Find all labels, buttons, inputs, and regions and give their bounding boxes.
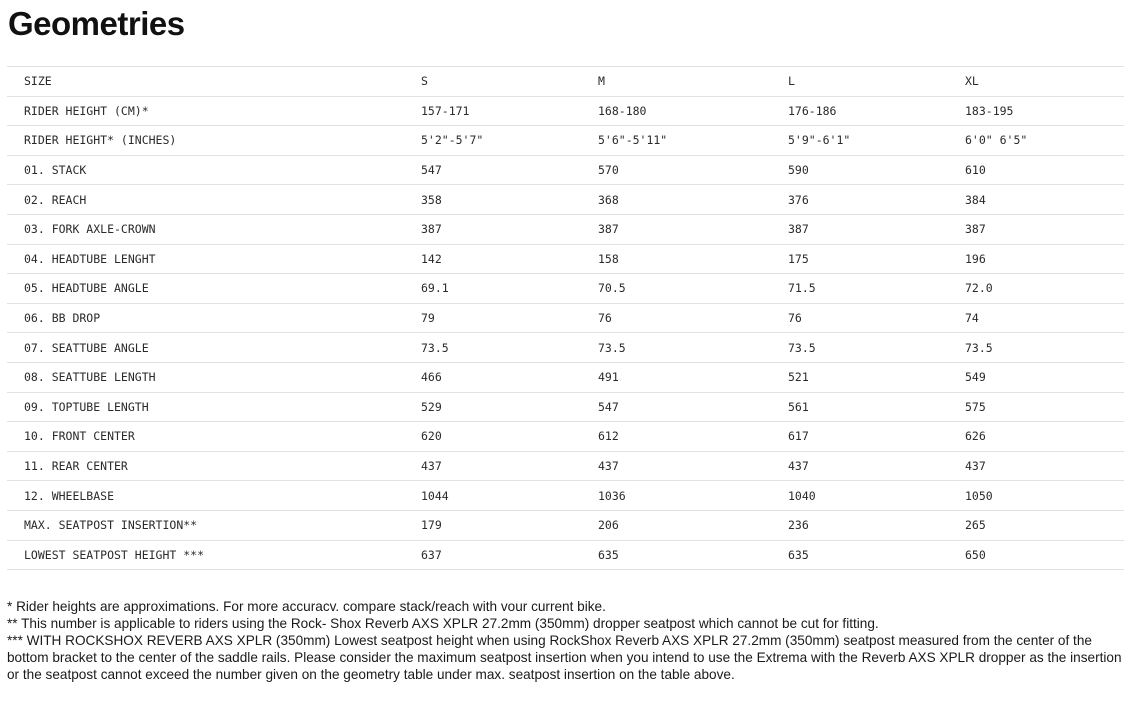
cell-l: 561 <box>788 392 965 422</box>
table-row <box>7 185 1124 215</box>
cell-s: 179 <box>421 510 598 540</box>
table-row <box>7 510 1124 540</box>
row-label: 11. REAR CENTER <box>7 451 421 481</box>
cell-l: 1040 <box>788 481 965 511</box>
cell-xl: 74 <box>965 303 1124 333</box>
row-label: 12. WHEELBASE <box>7 481 421 511</box>
page-title: Geometries <box>8 5 185 42</box>
cell-m: 158 <box>598 244 788 274</box>
header-size-m: M <box>598 67 788 97</box>
table-row <box>7 303 1124 333</box>
cell-m: 612 <box>598 422 788 452</box>
table-row <box>7 422 1124 452</box>
row-label: 04. HEADTUBE LENGHT <box>7 244 421 274</box>
cell-l: 635 <box>788 540 965 570</box>
cell-m: 570 <box>598 155 788 185</box>
table-row <box>7 155 1124 185</box>
cell-l: 176-186 <box>788 96 965 126</box>
cell-l: 71.5 <box>788 274 965 304</box>
row-label: 07. SEATTUBE ANGLE <box>7 333 421 363</box>
cell-s: 387 <box>421 214 598 244</box>
cell-s: 637 <box>421 540 598 570</box>
cell-l: 376 <box>788 185 965 215</box>
cell-m: 168-180 <box>598 96 788 126</box>
cell-s: 142 <box>421 244 598 274</box>
cell-xl: 387 <box>965 214 1124 244</box>
table-header-row <box>7 67 1124 97</box>
cell-s: 157-171 <box>421 96 598 126</box>
cell-m: 76 <box>598 303 788 333</box>
cell-l: 175 <box>788 244 965 274</box>
cell-xl: 575 <box>965 392 1124 422</box>
row-label: RIDER HEIGHT (CM)* <box>7 96 421 126</box>
row-label: MAX. SEATPOST INSERTION** <box>7 510 421 540</box>
geometry-table <box>7 66 1124 570</box>
footnote-dropper-seatpost: ** This number is applicable to riders using the Rock- Shox Reverb AXS XPLR 27.2mm (350mm) dropper seatpost which cannot be cut for fitting. <box>7 616 879 631</box>
cell-m: 387 <box>598 214 788 244</box>
cell-xl: 549 <box>965 362 1124 392</box>
cell-m: 491 <box>598 362 788 392</box>
cell-xl: 73.5 <box>965 333 1124 363</box>
cell-m: 437 <box>598 451 788 481</box>
row-label: 05. HEADTUBE ANGLE <box>7 274 421 304</box>
cell-xl: 72.0 <box>965 274 1124 304</box>
row-label: LOWEST SEATPOST HEIGHT *** <box>7 540 421 570</box>
row-label: 03. FORK AXLE-CROWN <box>7 214 421 244</box>
cell-s: 5'2"-5'7" <box>421 126 598 156</box>
cell-m: 635 <box>598 540 788 570</box>
header-size-l: L <box>788 67 965 97</box>
row-label: 10. FRONT CENTER <box>7 422 421 452</box>
cell-s: 466 <box>421 362 598 392</box>
table-row <box>7 244 1124 274</box>
header-size-s: S <box>421 67 598 97</box>
cell-l: 590 <box>788 155 965 185</box>
cell-m: 547 <box>598 392 788 422</box>
cell-xl: 610 <box>965 155 1124 185</box>
footnote-rider-heights: * Rider heights are approximations. For more accuracv. compare stack/reach with vour current bike. <box>7 599 606 614</box>
table-row <box>7 126 1124 156</box>
cell-m: 1036 <box>598 481 788 511</box>
cell-s: 69.1 <box>421 274 598 304</box>
table-row <box>7 274 1124 304</box>
cell-l: 521 <box>788 362 965 392</box>
cell-m: 70.5 <box>598 274 788 304</box>
row-label: 08. SEATTUBE LENGTH <box>7 362 421 392</box>
table-row <box>7 96 1124 126</box>
cell-m: 368 <box>598 185 788 215</box>
row-label: RIDER HEIGHT* (INCHES) <box>7 126 421 156</box>
cell-l: 617 <box>788 422 965 452</box>
cell-xl: 437 <box>965 451 1124 481</box>
cell-s: 1044 <box>421 481 598 511</box>
cell-s: 437 <box>421 451 598 481</box>
table-row <box>7 214 1124 244</box>
table-row <box>7 451 1124 481</box>
cell-s: 358 <box>421 185 598 215</box>
row-label: 06. BB DROP <box>7 303 421 333</box>
cell-l: 5'9"-6'1" <box>788 126 965 156</box>
cell-l: 437 <box>788 451 965 481</box>
row-label: 09. TOPTUBE LENGTH <box>7 392 421 422</box>
cell-s: 547 <box>421 155 598 185</box>
header-size-xl: XL <box>965 67 1124 97</box>
row-label: 02. REACH <box>7 185 421 215</box>
header-size: SIZE <box>7 67 421 97</box>
cell-m: 206 <box>598 510 788 540</box>
footnotes <box>7 598 1127 683</box>
cell-s: 620 <box>421 422 598 452</box>
cell-xl: 6'0" 6'5" <box>965 126 1124 156</box>
cell-xl: 384 <box>965 185 1124 215</box>
cell-s: 79 <box>421 303 598 333</box>
cell-l: 73.5 <box>788 333 965 363</box>
table-row <box>7 540 1124 570</box>
cell-xl: 1050 <box>965 481 1124 511</box>
cell-xl: 265 <box>965 510 1124 540</box>
cell-s: 529 <box>421 392 598 422</box>
cell-xl: 183-195 <box>965 96 1124 126</box>
table-row <box>7 481 1124 511</box>
table-row <box>7 362 1124 392</box>
cell-l: 236 <box>788 510 965 540</box>
table-row <box>7 333 1124 363</box>
footnote-lowest-seatpost-height: *** WITH ROCKSHOX REVERB AXS XPLR (350mm) Lowest seatpost height when using RockShox Reverb AXS XPLR 27.2mm (350mm) seatpost measured from the center of the bottom bracket to the center of the saddle rails. Please consider the maximum seatpost insertion when you intend to use the Extrema with the Reverb AXS XPLR dropper as the insertion or the seatpost cannot exceed the number given on the geometry table under max. seatpost insertion on the table above. <box>7 633 1122 682</box>
cell-l: 387 <box>788 214 965 244</box>
cell-m: 73.5 <box>598 333 788 363</box>
row-label: 01. STACK <box>7 155 421 185</box>
cell-xl: 626 <box>965 422 1124 452</box>
cell-xl: 650 <box>965 540 1124 570</box>
cell-l: 76 <box>788 303 965 333</box>
cell-m: 5'6"-5'11" <box>598 126 788 156</box>
cell-s: 73.5 <box>421 333 598 363</box>
cell-xl: 196 <box>965 244 1124 274</box>
table-row <box>7 392 1124 422</box>
